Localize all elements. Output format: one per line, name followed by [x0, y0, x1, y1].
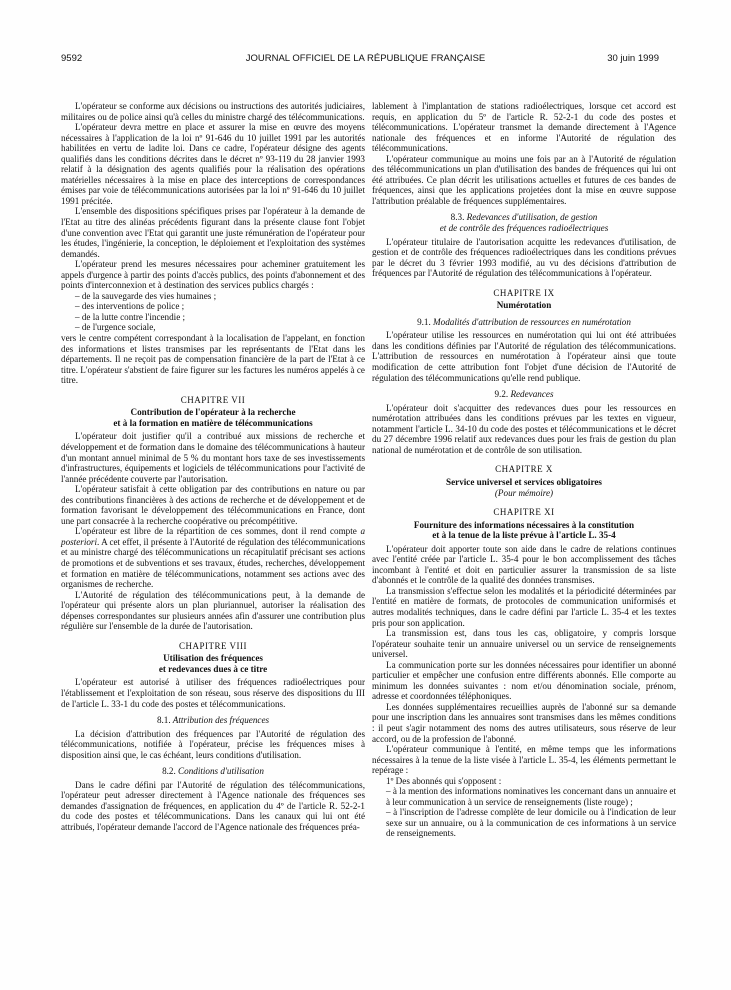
paragraph: L'opérateur prend les mesures nécessaires pour acheminer gratuitement les appels d'urgence à partir des points d'accès publics, des points d'abonnement et des points d'interconnexion et à destination des services publics chargés :	[61, 259, 365, 291]
chapter-heading: CHAPITRE VII	[180, 394, 246, 405]
paragraph: La décision d'attribution des fréquences par l'Autorité de régulation des télécommunications, notifiée à l'opérateur, précise les fréquences mises à disposition ainsi que, le cas échéant, leurs conditions d'utilisation.	[61, 728, 365, 760]
paragraph	[61, 526, 365, 589]
paragraph: L'opérateur doit justifier qu'il a contribué aux missions de recherche et développement et de formation dans le domaine des télécommunications à hauteur d'un montant annuel minimal de 5 % du montant hors taxe de ses investissements d'infrastructures, équipements et logiciels de télécommunications pour l'activité de l'année précédente couverte par l'autorisation.	[61, 431, 365, 484]
paragraph: La transmission est, dans tous les cas, obligatoire, y compris lorsque l'opérateur souhaite tenir un annuaire universel ou un service de renseignements universel.	[372, 628, 676, 660]
chapter-title-line: Utilisation des fréquences	[163, 653, 263, 664]
paragraph: vers le centre compétent correspondant à la localisation de l'appelant, en fonction des informations et listes transmises par les représentants de l'Etat dans les départements. Il ne reçoit pas de compensation financière de la part de l'Etat à ce titre. L'opérateur s'abstient de faire figurer sur les factures les numéros appelés à ce titre.	[61, 333, 365, 386]
paragraph: L'opérateur communique à l'entité, en même temps que les informations nécessaires à la tenue de la liste visée à l'article L. 35-4, les éléments permettant le repérage :	[372, 744, 676, 776]
section-number: 8.1.	[156, 715, 171, 726]
section-number: 9.1.	[417, 316, 431, 327]
section-title-line: et de contrôle des fréquences radioélectriques	[439, 223, 609, 234]
paragraph: L'opérateur satisfait à cette obligation par des contributions en nature ou par des contributions financières à des actions de recherche et de développement et de formation favorisant le développement des télécommunications en France, dont une part consacrée à la recherche coopérative ou précompétitive.	[61, 484, 365, 526]
issue-date: 30 juin 1999	[607, 53, 659, 64]
paragraph: 1º Des abonnés qui s'opposent :	[386, 775, 502, 786]
chapter-title-line: et à la tenue de la liste prévue à l'article L. 35-4	[432, 530, 616, 541]
section-title: Conditions d'utilisation	[178, 766, 264, 777]
journal-title: JOURNAL OFFICIEL DE LA RÉPUBLIQUE FRANÇAISE	[245, 53, 486, 64]
chapter-title-line: Fourniture des informations nécessaires à la constitution	[413, 519, 635, 530]
text-run: L'opérateur est libre de la répartition de ces sommes, dont il rend compte	[75, 526, 361, 537]
paragraph: L'opérateur doit s'acquitter des redevances dues pour les ressources en numérotation attribuées dans les conditions prévues par les textes en vigueur, notamment l'article L. 34-10 du code des postes et télécommunications et le décret du 27 décembre 1996 relatif aux redevances dues pour les frais de gestion du plan national de numérotation et de contrôle de son utilisation.	[372, 402, 676, 455]
chapter-title-line: et à la formation en matière de télécommunications	[113, 417, 313, 428]
section-heading	[372, 212, 676, 233]
list-item: – à la mention des informations nominatives les concernant dans un annuaire et à leur communication à un service de renseignements (liste rouge) ;	[386, 786, 676, 807]
section-number: 8.2.	[162, 766, 176, 777]
paragraph: L'opérateur utilise les ressources en numérotation qui lui ont été attribuées dans les conditions définies par l'Autorité de régulation des télécommunications. L'attribution de ressources en numérotation à l'opérateur ainsi que toute modification de cette attribution font l'objet d'une décision de l'Autorité de régulation des télécommunications qu'elle rend publique.	[372, 330, 676, 383]
left-column	[61, 101, 365, 833]
section-heading	[372, 389, 676, 400]
chapter-title-line: Contribution de l'opérateur à la recherche	[130, 407, 296, 418]
text-run: . A cet effet, il présente à l'Autorité de régulation des télécommunications et au ministre chargé des télécommunications un récapitulatif précisant ses actions de promotions et de subventions et ses travaux, études, recherches, développement et formation en matière de télécommunications, notamment ses actions avec des organismes de recherche.	[61, 536, 365, 590]
list-item: – à l'inscription de l'adresse complète de leur domicile ou à l'indication de leur sexe sur un annuaire, ou à la communication de ces informations à un service de renseignements.	[386, 807, 676, 839]
list-item: – de la lutte contre l'incendie ;	[75, 311, 186, 322]
page-number: 9592	[61, 53, 83, 64]
chapter-heading: CHAPITRE IX	[493, 287, 555, 298]
section-number: 8.3.	[450, 212, 465, 223]
list-item: – de l'urgence sociale,	[75, 322, 156, 333]
chapter-title: Numérotation	[496, 300, 552, 311]
chapter-title: Service universel et services obligatoires	[446, 476, 602, 487]
chapter-title	[61, 407, 365, 428]
paragraph: Dans le cadre défini par l'Autorité de régulation des télécommunications, l'opérateur peut adresser directement à l'Agence nationale des fréquences ses demandes d'assignation de fréquences, en application du 4º de l'article R. 52-2-1 du code des postes et télécommunications. Dans les canaux qui lui ont été attribués, l'opérateur demande l'accord de l'Agence nationale des fréquences préa-	[61, 779, 365, 832]
list-item: – des interventions de police ;	[75, 301, 185, 312]
right-column	[372, 101, 676, 839]
paragraph: L'ensemble des dispositions spécifiques prises par l'opérateur à la demande de l'Etat au titre des alinéas précédents figurant dans la présente clause font l'objet d'une convention avec l'Etat qui garantit une juste rémunération de l'opérateur pour les études, l'ingénierie, la conception, le déploiement et l'exploitation des systèmes demandés.	[61, 206, 365, 259]
paragraph: L'opérateur communique au moins une fois par an à l'Autorité de régulation des télécommunications un plan d'utilisation des bandes de fréquences qui lui ont été attribuées. Ce plan décrit les utilisations actuelles et futures de ces bandes de fréquences, ainsi que les applications projetées dont la mise en œuvre suppose l'attribution préalable de fréquences supplémentaires.	[372, 153, 676, 206]
paragraph: La communication porte sur les données nécessaires pour identifier un abonné particulier et empêcher une confusion entre différents abonnés. Elle comporte au minimum les données suivantes : nom et/ou dénomination sociale, prénom, adresse et coordonnées téléphoniques.	[372, 659, 676, 702]
opposition-list	[372, 786, 676, 839]
section-heading	[61, 766, 365, 777]
paragraph: L'Autorité de régulation des télécommunications peut, à la demande de l'opérateur qui présente alors un plan pluriannuel, autoriser la réalisation des dépenses correspondantes sur plusieurs années afin d'assurer une contribution plus régulière sur l'ensemble de la durée de l'autorisation.	[61, 589, 365, 632]
paragraph: lablement à l'implantation de stations radioélectriques, lorsque cet accord est requis, en application du 5º de l'article R. 52-2-1 du code des postes et télécommunications. L'opérateur transmet la demande directement à l'Agence nationale des fréquences et en informe l'Autorité de régulation des télécommunications.	[372, 101, 676, 154]
section-title: Redevances d'utilisation, de gestion	[466, 212, 598, 223]
paragraph: La transmission s'effectue selon les modalités et la périodicité déterminées par l'entité en matière de formats, de protocoles de communication uniformisés et autres modalités techniques, dans le cadre défini par l'article L. 35-4 et les textes pris pour son application.	[372, 585, 676, 628]
paragraph: L'opérateur titulaire de l'autorisation acquitte les redevances d'utilisation, de gestion et de contrôle des fréquences radioélectriques dans les conditions prévues par le décret du 3 février 1993 modifié, au vu des décisions d'attribution de fréquences par l'Autorité de régulation des télécommunications à l'opérateur.	[372, 236, 676, 279]
paragraph: L'opérateur devra mettre en place et assurer la mise en œuvre des moyens nécessaires à l'application de la loi nº 91-646 du 10 juillet 1991 par les autorités habilitées en vertu de ladite loi. Dans ce cadre, l'opérateur désigne des agents qualifiés dans les conditions décrites dans le décret nº 93-119 du 28 janvier 1993 relatif à la désignation des agents qualifiés pour la réalisation des opérations matérielles nécessaires à la mise en place des interceptions de correspondances émises par voie de télécommunications autorisées par la loi nº 91-646 du 10 juillet 1991 précitée.	[61, 122, 365, 206]
chapter-title-line: et redevances dues à ce titre	[158, 663, 268, 674]
chapter-heading: CHAPITRE VIII	[178, 640, 248, 651]
section-title: Redevances	[510, 389, 554, 400]
section-title: Modalités d'attribution de ressources en numérotation	[433, 316, 631, 327]
paragraph: Les données supplémentaires recueillies auprès de l'abonné sur sa demande pour une inscription dans les annuaires sont transmises dans les mêmes conditions : il peut s'agir notamment des noms des autres utilisateurs, sous réserve de leur accord, ou de la profession de l'abonné.	[372, 701, 676, 744]
section-heading	[372, 317, 676, 328]
list-item: – de la sauvegarde des vies humaines ;	[75, 290, 217, 301]
section-title-line	[372, 212, 676, 223]
chapter-heading: CHAPITRE X	[495, 464, 553, 475]
section-heading	[61, 715, 365, 726]
section-title: Attribution des fréquences	[172, 715, 270, 726]
italic-term: a posteriori	[61, 526, 365, 547]
paragraph: L'opérateur se conforme aux décisions ou instructions des autorités judiciaires, militaires ou de police ainsi qu'à celles du ministre chargé des télécommunications.	[61, 101, 365, 122]
chapter-subtitle: (Pour mémoire)	[494, 487, 554, 498]
chapter-heading: CHAPITRE XI	[493, 507, 555, 518]
chapter-title	[372, 520, 676, 541]
section-number: 9.2.	[494, 389, 509, 400]
emergency-services-list	[61, 291, 365, 333]
paragraph: L'opérateur doit apporter toute son aide dans le cadre de relations continues avec l'entité créée par l'article L. 35-4 pour le bon accomplissement des tâches incombant à l'entité et doit en particulier assurer la transmission de sa liste d'abonnés et le contrôle de la qualité des données transmises.	[372, 543, 676, 586]
chapter-title	[61, 653, 365, 674]
paragraph: L'opérateur est autorisé à utiliser des fréquences radioélectriques pour l'établissement et l'exploitation de son réseau, sous réserve des dispositions du III de l'article L. 33-1 du code des postes et télécommunications.	[61, 677, 365, 709]
